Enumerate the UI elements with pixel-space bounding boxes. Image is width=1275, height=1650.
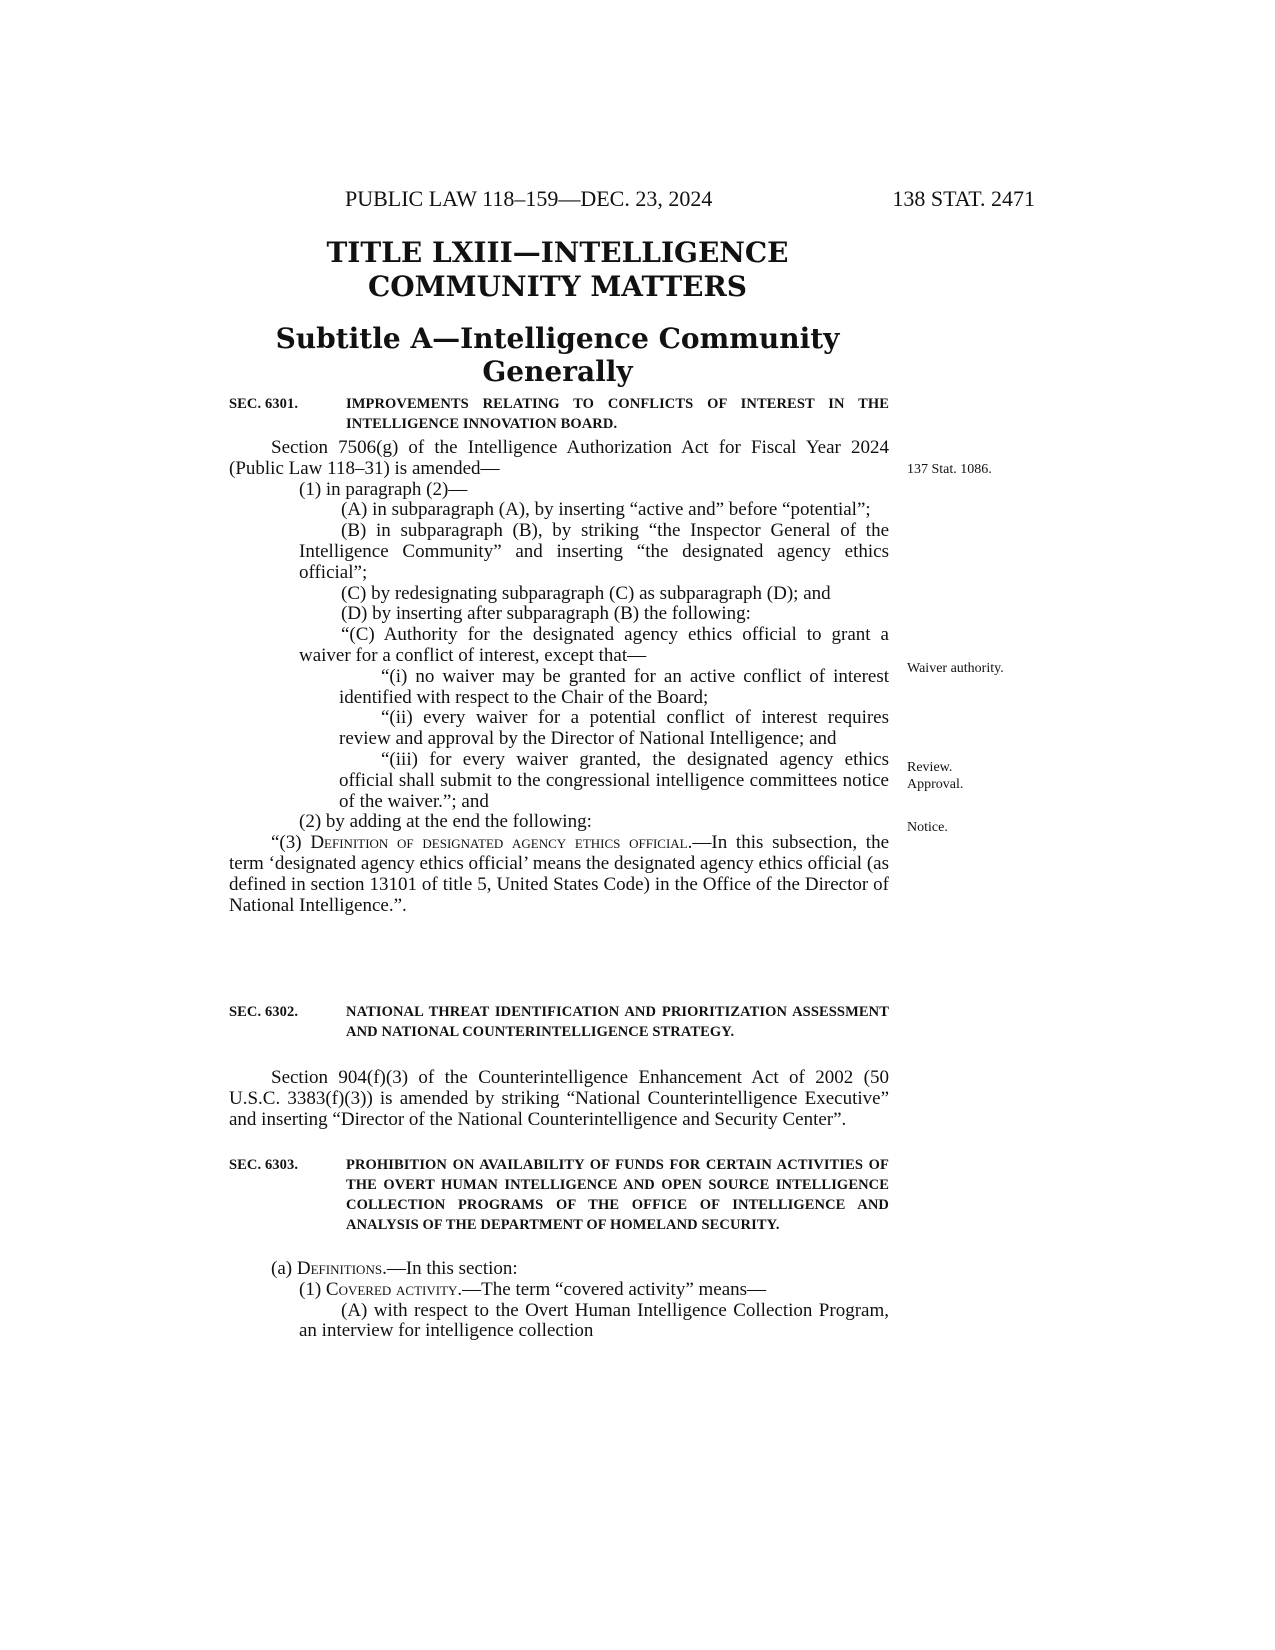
margin-note-waiver: Waiver authority. [907,661,1004,676]
section-title: PROHIBITION ON AVAILABILITY OF FUNDS FOR CERTAIN ACTIVITIES OF THE OVERT HUMAN INTELLIGENCE AND OPEN SOURCE INTELLIGENCE COLLECTION PROGRAMS OF THE OFFICE OF INTELLIGENCE AND ANALYSIS OF THE DEPARTMENT OF HOMELAND SECURITY. [346,1157,889,1233]
subparagraph-a: (A) in subparagraph (A), by inserting “active and” before “potential”; [341,499,871,521]
title-heading [225,236,890,304]
paragraph-1-lead: (1) [299,1278,326,1300]
section-6302-body [229,1068,889,1130]
subsection-a [229,1259,889,1280]
quoted-clause-iii: “(iii) for every waiver granted, the designated agency ethics official shall submit to the congressional intelligence committees notice of the waiver.”; and [339,748,889,812]
section-title: NATIONAL THREAT IDENTIFICATION AND PRIORITIZATION ASSESSMENT AND NATIONAL COUNTERINTELLIGENCE STRATEGY. [346,1004,889,1040]
margin-note-notice: Notice. [907,820,948,835]
section-6303-body [229,1259,889,1342]
title-line-1: TITLE LXIII—INTELLIGENCE [326,236,789,269]
subsection-a-heading: Definitions [296,1258,383,1279]
running-header [345,186,1035,216]
paragraph-1: (1) in paragraph (2)— [299,478,468,500]
margin-note-approval: Approval. [907,777,964,792]
subsection-a-text: .—In this section: [382,1258,518,1279]
section-6302-heading [229,1002,889,1042]
title-line-2: COMMUNITY MATTERS [367,270,748,303]
subparagraph-a: (A) with respect to the Overt Human Intelligence Collection Program, an interview for intelligence collection [299,1299,889,1342]
paragraph-1 [229,1280,889,1301]
section-title: IMPROVEMENTS RELATING TO CONFLICTS OF INTEREST IN THE INTELLIGENCE INNOVATION BOARD. [346,396,889,432]
quoted-subparagraph-c: “(C) Authority for the designated agency ethics official to grant a waiver for a conflict of interest, except that— [299,624,889,666]
subsection-a-lead: (a) [271,1258,297,1279]
quoted-paragraph-3-heading: Definition of designated agency ethics official [310,832,688,854]
margin-note-statute: 137 Stat. 1086. [907,462,992,477]
subparagraph-d: (D) by inserting after subparagraph (B) the following: [341,603,751,625]
paragraph-1-heading: Covered activity [325,1278,458,1300]
quoted-clause-i: “(i) no waiver may be granted for an active conflict of interest identified with respect to the Chair of the Board; [339,665,889,708]
section-6303-heading [229,1155,889,1235]
section-intro: Section 7506(g) of the Intelligence Authorization Act for Fiscal Year 2024 (Public Law 118–31) is amended— [229,437,889,479]
section-6301-heading [229,394,889,434]
section-6301-body [229,438,889,916]
section-number: SEC. 6303. [229,1157,299,1173]
section-text: Section 904(f)(3) of the Counterintelligence Enhancement Act of 2002 (50 U.S.C. 3383(f)(3)) is amended by striking “National Counterintelligence Executive” and inserting “Director of the National Counterintelligence and Security Center”. [229,1067,889,1130]
section-number: SEC. 6301. [229,396,299,412]
margin-note-review: Review. [907,760,953,775]
subtitle-heading [225,322,890,388]
section-number: SEC. 6302. [229,1004,299,1020]
subtitle-line-1: Subtitle A—Intelligence Community [275,322,840,355]
subparagraph-b: (B) in subparagraph (B), by striking “the Inspector General of the Intelligence Community” and inserting “the designated agency ethics official”; [299,520,889,583]
paragraph-2: (2) by adding at the end the following: [299,811,592,833]
paragraph-1-text: .—The term “covered activity” means— [457,1278,767,1300]
quoted-paragraph-3 [229,833,889,916]
header-public-law: PUBLIC LAW 118–159—DEC. 23, 2024 [345,186,713,211]
header-stat-page: 138 STAT. 2471 [892,186,1035,211]
subtitle-line-2: Generally [482,355,633,388]
quoted-paragraph-3-text: .—In this subsection, the term ‘designated agency ethics official’ means the designated agency ethics official (as defined in section 13101 of title 5, United States Code) in the Office of the Director of National Intelligence.”. [229,832,890,916]
quoted-paragraph-3-lead: “(3) [271,832,311,854]
quoted-clause-ii: “(ii) every waiver for a potential conflict of interest requires review and approval by the Director of National Intelligence; and [339,707,889,750]
subparagraph-c: (C) by redesignating subparagraph (C) as subparagraph (D); and [341,582,831,604]
